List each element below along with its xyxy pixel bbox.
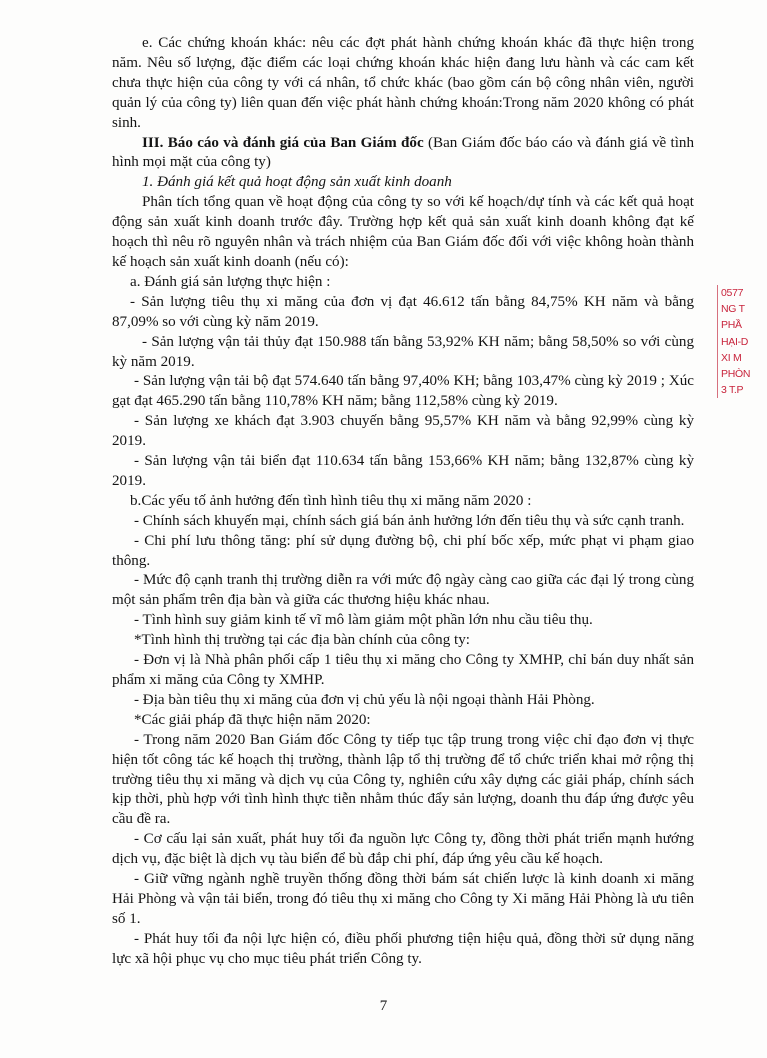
section-heading-iii-desc: (Ban Giám đốc báo cáo và đánh giá về tình hình mọi mặt của công ty) [112,134,695,171]
stamp-line: NG T [721,303,745,316]
paragraph-market-heading: *Tình hình thị trường tại các địa bàn chính của công ty: [134,632,470,649]
paragraph-overview: Phân tích tổng quan về hoạt động của công ty so với kế hoạch/dự tính và các kết quả hoạt động sản xuất kinh doanh trước đây. Trường hợp kết quả sản xuất kinh doanh không đạt kế hoạch thì nêu rõ nguyên nhân và trách nhiệm của Ban Giám đốc đối với việc không hoàn thành kế hoạch sản xuất kinh doanh (nếu có): [112,194,694,270]
list-item-passenger: - Sản lượng xe khách đạt 3.903 chuyến bằng 95,57% KH năm và bằng 92,99% cùng kỳ 2019. [112,413,694,450]
list-item-distributor: - Đơn vị là Nhà phân phối cấp 1 tiêu thụ xi măng cho Công ty XMHP, chỉ bán duy nhất sản phẩm xi măng của Công ty XMHP. [112,652,694,688]
company-stamp-fragment [717,285,765,398]
list-item-economic-decline: - Tình hình suy giảm kinh tế vĩ mô làm giảm một phần lớn nhu cầu tiêu thụ. [134,612,593,629]
list-item-solution-restructure: - Cơ cấu lại sản xuất, phát huy tối đa nguồn lực Công ty, đồng thời phát triển mạnh hướng dịch vụ, đặc biệt là dịch vụ tàu biển để bù đắp chi phí, đáp ứng yêu cầu kế hoạch. [112,831,694,868]
subsection-heading-1: 1. Đánh giá kết quả hoạt động sản xuất kinh doanh [142,174,452,191]
section-heading-iii [112,134,694,174]
stamp-line: 3 T.P [721,384,744,397]
stamp-line: PHÒN [721,368,751,381]
stamp-line: 0577 [721,287,744,299]
list-item-promotion-policy: - Chính sách khuyến mại, chính sách giá bán ảnh hưởng lớn đến tiêu thụ và sức cạnh tranh. [134,512,685,529]
paragraph-factors-heading: b.Các yếu tố ảnh hưởng đến tình hình tiêu thụ xi măng năm 2020 : [130,492,532,509]
list-item-solution-capacity: - Phát huy tối đa nội lực hiện có, điều phối phương tiện hiệu quả, đồng thời sử dụng năng lực xã hội phục vụ cho mục tiêu phát triển Công ty. [112,930,694,967]
stamp-line: PHẦ [721,319,742,332]
list-item-road-transport: - Sản lượng vận tải bộ đạt 574.640 tấn bằng 97,40% KH; bằng 103,47% cùng kỳ 2019 ; Xúc gạt đạt 465.290 tấn bằng 110,78% KH năm; bằng 112,58% cùng kỳ 2019. [112,373,694,410]
paragraph-solutions-heading: *Các giải pháp đã thực hiện năm 2020: [134,711,371,728]
section-heading-iii-title: III. Báo cáo và đánh giá của Ban Giám đốc [142,134,424,151]
stamp-line: XI M [721,351,742,364]
list-item-sea-transport: - Sản lượng vận tải biển đạt 110.634 tấn bằng 153,66% KH năm; bằng 132,87% cùng kỳ 2019. [112,453,694,489]
list-item-area: - Địa bàn tiêu thụ xi măng của đơn vị chủ yếu là nội ngoại thành Hải Phòng. [134,691,595,708]
paragraph-output-heading: a. Đánh giá sản lượng thực hiện : [130,273,331,290]
paragraph-other-securities: e. Các chứng khoán khác: nêu các đợt phát hành chứng khoán khác đã thực hiện trong năm. Nêu số lượng, đặc điểm các loại chứng khoán khác hiện đang lưu hành và các cam kết chưa thực hiện của công ty với cá nhân, tổ chức khác (bao gồm cán bộ công nhân viên, người quản lý của công ty) liên quan đến việc phát hành chứng khoán:Trong năm 2020 không có phát sinh. [112,35,694,131]
list-item-water-transport: - Sản lượng vận tải thủy đạt 150.988 tấn bằng 53,92% KH năm; bằng 58,50% so với cùng kỳ năm 2019. [112,333,694,370]
stamp-line: HẠI-D [721,335,749,348]
list-item-cement-output: - Sản lượng tiêu thụ xi măng của đơn vị đạt 46.612 tấn bằng 84,75% KH năm và bằng 87,09% so với cùng kỳ năm 2019. [112,293,694,330]
list-item-solution-tradition: - Giữ vững ngành nghề truyền thống đồng thời bám sát chiến lược là kinh doanh xi măng Hải Phòng và vận tải biển, trong đó tiêu thụ xi măng cho Công ty Xi măng Hải Phòng là ưu tiên số 1. [112,871,694,927]
document-body [112,34,694,970]
page-number: 7 [379,998,388,1014]
list-item-competition: - Mức độ cạnh tranh thị trường diễn ra với mức độ ngày càng cao giữa các đại lý trong cùng một sản phẩm trên địa bàn và giữa các thương hiệu khác nhau. [112,572,694,609]
list-item-solution-market: - Trong năm 2020 Ban Giám đốc Công ty tiếp tục tập trung trong việc chỉ đạo đơn vị thực hiện tốt công tác kế hoạch thị trường, thành lập tổ thị trường để tổ chức triển khai mở rộng thị trường tiêu thụ xi măng và dịch vụ của Công ty, nghiên cứu xây dựng các giải pháp, chính sách kịp thời, phù hợp với tình hình thực tiễn nhằm thúc đẩy sản lượng, doanh thu đáp ứng được yêu cầu đề ra. [112,731,694,828]
list-item-circulation-cost: - Chi phí lưu thông tăng: phí sử dụng đường bộ, chi phí bốc xếp, mức phạt vi phạm giao thông. [112,532,694,569]
